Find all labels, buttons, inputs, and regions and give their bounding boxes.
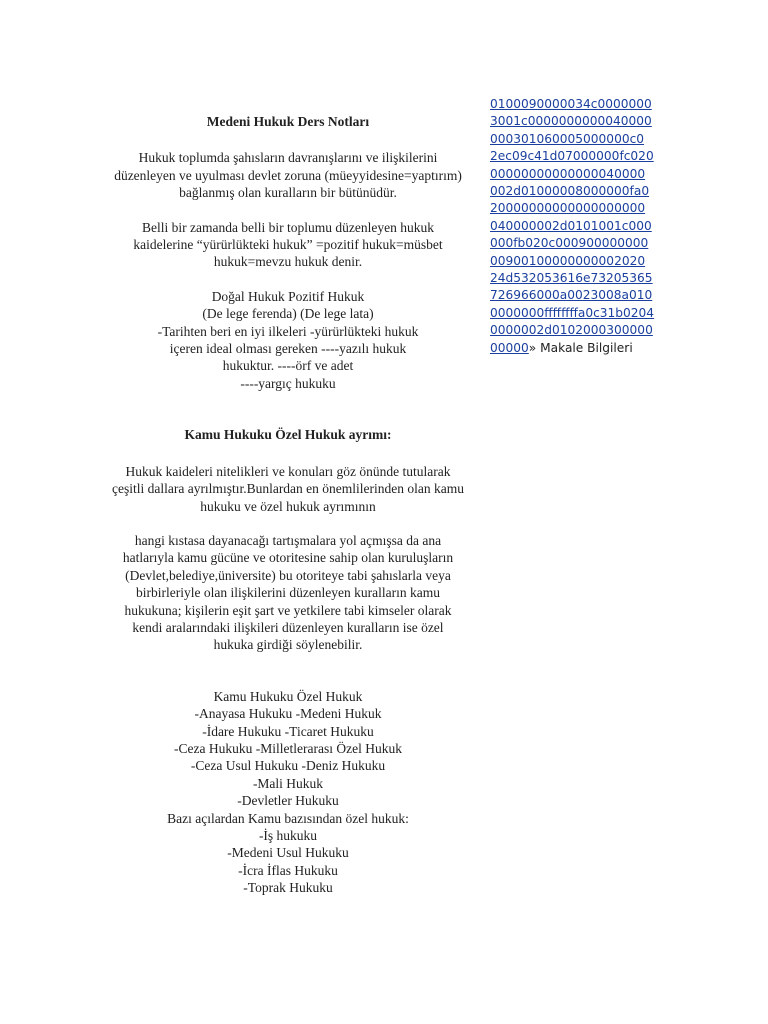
list-item: -Ceza Hukuku -Milletlerarası Özel Hukuk [174,740,402,756]
text-line: hangi kıstasa dayanacağı tartışmalara yol açmışsa da ana [134,532,442,548]
list-item: Kamu Hukuku Özel Hukuk [213,688,363,704]
section-intro-paragraph [88,463,488,515]
text-line: hukukuna; kişilerin eşit şart ve yetkilere tabi kimseler olarak [124,602,452,618]
text-line: hukuka girdiği söylenebilir. [213,637,363,653]
hex-line: 20000000000000000000 [490,201,646,216]
text-line: çeşitli dallara ayrılmıştır.Bunlardan en önemlilerinden olan kamu [111,481,465,497]
hex-line: 0000002d0102000300000 [490,323,653,338]
article-info-label: » Makale Bilgileri [528,340,633,355]
text-line: kendi aralarındaki ilişkileri düzenleyen kuralların ise özel [132,619,444,635]
text-line: -Tarihten beri en iyi ilkeleri -yürürlükteki hukuk [157,323,419,339]
sidebar-hex-block [490,96,690,357]
hex-line: 00000 [490,340,529,355]
hex-line: 3001c0000000000040000 [490,114,652,129]
list-item: -İdare Hukuku -Ticaret Hukuku [202,723,374,739]
list-item: -Ceza Usul Hukuku -Deniz Hukuku [190,758,386,774]
text-line: Hukuk toplumda şahısların davranışlarını ve ilişkilerini [138,150,438,166]
hex-line: 040000002d0101001c000 [490,218,652,233]
list-item: -Medeni Usul Hukuku [227,845,349,861]
hex-line: 00000000000000040000 [490,166,646,181]
text-line: içeren ideal olması gereken ----yazılı hukuk [169,341,407,357]
text-line: kaidelerine “yürürlükteki hukuk” =pozitif hukuk=müsbet [133,237,443,253]
hex-data-link[interactable] [490,96,690,355]
text-line: Belli bir zamanda belli bir toplumu düzenleyen hukuk [141,219,435,235]
hex-line: 000301060005000000c0 [490,131,645,146]
list-item: -İcra İflas Hukuku [238,862,338,878]
text-line: Hukuk kaideleri nitelikleri ve konuları göz önünde tutularak [125,463,451,479]
text-line: (Devlet,belediye,üniversite) bu otoriteye tabi şahıslarla veya [125,567,451,583]
list-item: Bazı açılardan Kamu bazısından özel hukuk: [167,810,409,826]
hex-line: 2ec09c41d07000000fc020 [490,149,654,164]
law-branches-list [88,688,488,897]
section-title: Kamu Hukuku Özel Hukuk ayrımı: [184,427,392,443]
hex-line: 24d532053616e73205365 [490,271,653,286]
hex-line: 000fb020c000900000000 [490,236,649,251]
intro-paragraph [88,149,488,201]
list-item: -Toprak Hukuku [243,880,333,896]
hex-line: 0000000ffffffffa0c31b0204 [490,305,655,320]
section-body-paragraph [88,532,488,654]
document-body [88,113,488,897]
hex-line: 002d01000008000000fa0 [490,184,650,199]
hex-line: 726966000a0023008a010 [490,288,653,303]
text-line: bağlanmış olan kuralların bir bütünüdür. [179,185,397,201]
list-item: -Devletler Hukuku [237,793,339,809]
list-item: -Anayasa Hukuku -Medeni Hukuk [194,706,382,722]
list-item: -İş hukuku [258,828,318,843]
document-title: Medeni Hukuk Ders Notları [206,114,370,129]
hex-line: 00900100000000002020 [490,253,646,268]
list-item: -Mali Hukuk [252,775,324,791]
hex-line: 0100090000034c0000000 [490,97,652,111]
text-line: birbirleriyle olan ilişkilerini düzenleyen kuralların kamu [135,585,441,601]
text-line: hukuktur. ----örf ve adet [222,358,354,374]
text-line: ----yargıç hukuku [240,375,336,391]
text-line: hatlarıyla kamu gücüne ve otoritesine sahip olan kuruluşların [122,550,454,566]
positive-law-paragraph [88,219,488,271]
text-line: düzenleyen ve uyulması devlet zoruna (müeyyidesine=yaptırım) [114,167,462,183]
text-line: hukuk=mevzu hukuk denir. [213,254,363,270]
text-line: hukuku ve özel hukuk ayrımının [200,498,376,514]
text-line: Doğal Hukuk Pozitif Hukuk [211,288,365,304]
text-line: (De lege ferenda) (De lege lata) [202,306,374,322]
natural-vs-positive-block [88,288,488,392]
